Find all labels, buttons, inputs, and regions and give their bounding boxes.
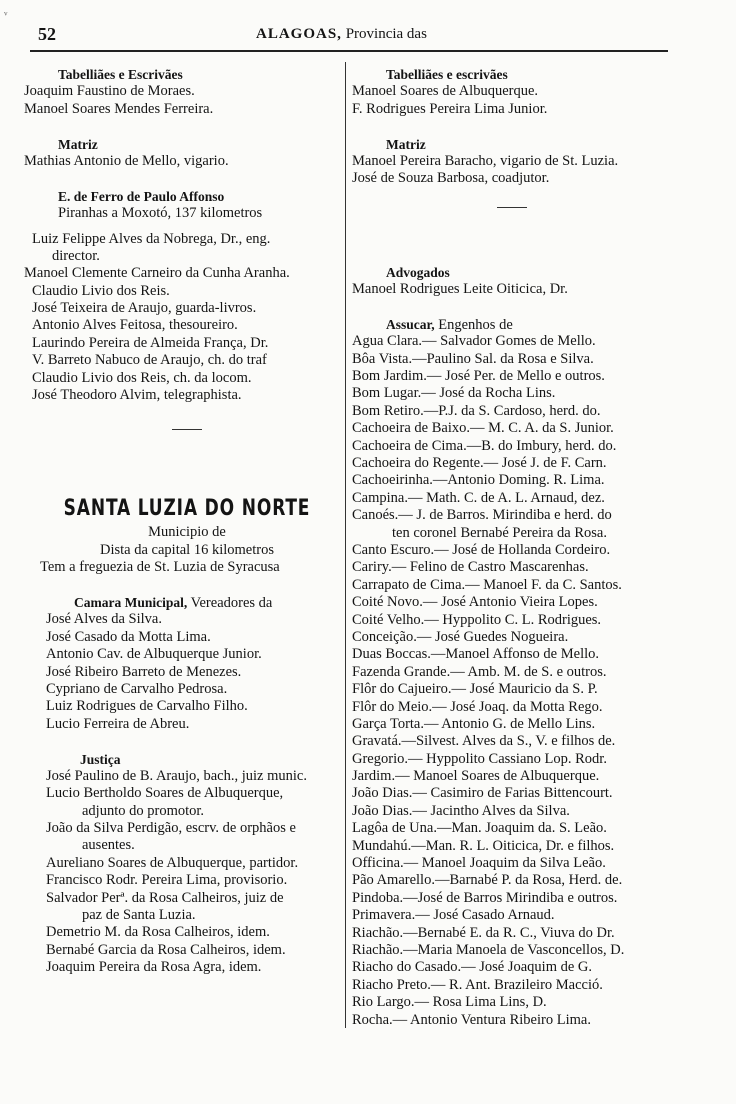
engenho-entry: Cachoeira de Baixo.— M. C. A. da S. Junior. [352, 420, 614, 437]
engenho-entry: Riacho do Casado.— José Joaquim de G. [352, 959, 593, 976]
left-column [24, 66, 350, 977]
engenho-entry: Carrapato de Cima.— Manoel F. da C. Santos. [352, 576, 622, 593]
engenho-entry: Garça Torta.— Antonio G. de Mello Lins. [352, 715, 596, 732]
entry-line: Mathias Antonio de Mello, vigario. [24, 152, 229, 169]
entry-line: Francisco Rodr. Pereira Lima, provisorio. [46, 872, 288, 889]
entry-line: ausentes. [82, 837, 135, 854]
entry-line: José Paulino de B. Araujo, bach., juiz munic. [46, 767, 307, 784]
heading-assucar: Assucar, Engenhos de [386, 316, 513, 333]
header-rule [30, 50, 668, 52]
entry-line: V. Barreto Nabuco de Araujo, ch. do traf [32, 352, 267, 369]
engenho-entry: Canoés.— J. de Barros. Mirindiba e herd. do [352, 507, 612, 524]
entry-line: Manoel Clemente Carneiro da Cunha Aranha. [24, 265, 290, 282]
engenho-entry: Cachoeirinha.—Antonio Doming. R. Lima. [352, 472, 605, 489]
running-title [256, 26, 427, 43]
entry-line: Cypriano de Carvalho Pedrosa. [46, 680, 228, 697]
engenho-entry: Jardim.— Manoel Soares de Albuquerque. [352, 768, 600, 785]
entry-line: José Casado da Motta Lima. [46, 628, 211, 645]
engenho-entry: Flôr do Cajueiro.— José Mauricio da S. P. [352, 681, 598, 698]
running-title-bold: ALAGOAS, [256, 26, 342, 42]
entry-line: Lucio Ferreira de Abreu. [46, 715, 190, 732]
entry-line: Demetrio M. da Rosa Calheiros, idem. [46, 924, 270, 941]
engenho-entry: Flôr do Meio.— José Joaq. da Motta Rego. [352, 698, 603, 715]
page-number: 52 [38, 24, 56, 44]
running-title-rest: Provincia das [345, 26, 427, 42]
heading-matriz-right: Matriz [386, 136, 426, 152]
heading-tabelliaes-right: Tabelliães e escrivães [386, 67, 508, 82]
corner-mark: ᵛ [4, 8, 8, 22]
entry-line: Luiz Felippe Alves da Nobrega, Dr., eng. [32, 230, 271, 247]
engenho-entry: Gravatá.—Silvest. Alves da S., V. e filhos de. [352, 733, 616, 750]
heading-advogados: Advogados [386, 264, 450, 280]
entry-line: José Teixeira de Araujo, guarda-livros. [32, 300, 257, 317]
engenho-entry: Canto Escuro.— José de Hollanda Cordeiro. [352, 541, 611, 558]
ferro-subheading: Piranhas a Moxotó, 137 kilometros [58, 205, 263, 222]
entry-line: Claudio Livio dos Reis. [32, 282, 170, 299]
entry-line: José Ribeiro Barreto de Menezes. [46, 663, 242, 680]
entry-line: adjunto do promotor. [82, 802, 205, 819]
engenho-entry: Bom Jardim.— José Per. de Mello e outros. [352, 368, 605, 385]
entry-line: director. [52, 247, 100, 264]
entry-line: F. Rodrigues Pereira Lima Junior. [352, 100, 548, 117]
engenho-entry: Bom Lugar.— José da Rocha Lins. [352, 385, 556, 402]
entry-line: Luiz Rodrigues de Carvalho Filho. [46, 698, 248, 715]
engenho-entry: Cachoeira de Cima.—B. do Imbury, herd. do. [352, 437, 617, 454]
engenho-entry: Primavera.— José Casado Arnaud. [352, 907, 555, 924]
engenho-entry: João Dias.— Jacintho Alves da Silva. [352, 802, 570, 819]
heading-tabelliaes: Tabelliães e Escrivães [58, 67, 183, 82]
entry-line: Manoel Soares Mendes Ferreira. [24, 100, 214, 117]
section-divider [352, 188, 672, 228]
entry-line: Claudio Livio dos Reis, ch. da locom. [32, 369, 252, 386]
section-divider [24, 404, 350, 454]
heading-justica: Justiça [80, 751, 121, 767]
section-title-santa-luzia: SANTA LUZIA DO NORTE [63, 496, 311, 522]
entry-line: Manoel Rodrigues Leite Oiticica, Dr. [352, 281, 568, 298]
engenho-entry: Rio Largo.— Rosa Lima Lins, D. [352, 994, 547, 1011]
engenho-entry: Gregorio.— Hyppolito Cassiano Lop. Rodr. [352, 750, 607, 767]
entry-line: Manoel Soares de Albuquerque. [352, 83, 539, 100]
entry-line: Lucio Bertholdo Soares de Albuquerque, [46, 785, 284, 802]
engenho-entry: Cariry.— Felino de Castro Mascarenhas. [352, 559, 589, 576]
engenho-entry: Duas Boccas.—Manoel Affonso de Mello. [352, 646, 599, 663]
engenho-entry: Officina.— Manoel Joaquim da Silva Leão. [352, 855, 606, 872]
entry-line: José Theodoro Alvim, telegraphista. [32, 387, 242, 404]
engenho-entry: Bôa Vista.—Paulino Sal. da Rosa e Silva. [352, 350, 594, 367]
entry-line: Antonio Cav. de Albuquerque Junior. [46, 646, 262, 663]
engenhos-list [352, 333, 672, 1029]
engenho-entry: Campina.— Math. C. de A. L. Arnaud, dez. [352, 489, 605, 506]
engenho-entry: Agua Clara.— Salvador Gomes de Mello. [352, 333, 596, 350]
engenho-entry: Bom Retiro.—P.J. da S. Cardoso, herd. do. [352, 402, 601, 419]
engenho-entry: Conceição.— José Guedes Nogueira. [352, 628, 569, 645]
right-column [352, 66, 672, 1029]
heading-ferro: E. de Ferro de Paulo Affonso [58, 188, 225, 204]
heading-matriz: Matriz [58, 136, 98, 152]
engenho-entry: Fazenda Grande.— Amb. M. de S. e outros. [352, 663, 607, 680]
entry-line: Salvador Perª. da Rosa Calheiros, juiz de [46, 889, 284, 906]
engenho-entry: Cachoeira do Regente.— José J. de F. Carn. [352, 455, 607, 472]
entry-line: José de Souza Barbosa, coadjutor. [352, 170, 550, 187]
engenho-entry: Mundahú.—Man. R. L. Oiticica, Dr. e filhos. [352, 837, 615, 854]
municipio-line: Municipio de [148, 524, 226, 541]
heading-camara: Camara Municipal, Vereadores da [74, 594, 273, 611]
entry-line: Joaquim Faustino de Moraes. [24, 83, 195, 100]
entry-line: José Alves da Silva. [46, 611, 162, 628]
entry-line: Aureliano Soares de Albuquerque, partidor. [46, 854, 299, 871]
engenho-entry: Lagôa de Una.—Man. Joaquim da. S. Leão. [352, 820, 607, 837]
engenho-entry: João Dias.— Casimiro de Farias Bittencourt. [352, 785, 613, 802]
engenho-entry: Pindoba.—José de Barros Mirindiba e outros. [352, 889, 618, 906]
entry-line: Manoel Pereira Baracho, vigario de St. Luzia. [352, 152, 619, 169]
entry-line: Laurindo Pereira de Almeida França, Dr. [32, 334, 269, 351]
entry-line: paz de Santa Luzia. [82, 907, 196, 924]
engenho-entry: ten coronel Bernabé Pereira da Rosa. [392, 524, 607, 541]
entry-line: Bernabé Garcia da Rosa Calheiros, idem. [46, 941, 286, 958]
distance-line: Dista da capital 16 kilometros [100, 541, 274, 558]
engenho-entry: Riacho Preto.— R. Ant. Brazileiro Macció. [352, 976, 603, 993]
entry-line: Antonio Alves Feitosa, thesoureiro. [32, 317, 238, 334]
engenho-entry: Riachão.—Bernabé E. da R. C., Viuva do Dr. [352, 924, 615, 941]
freguezia-line: Tem a freguezia de St. Luzia de Syracusa [40, 559, 280, 576]
entry-line: João da Silva Perdigão, escrv. de orphãos e [46, 820, 296, 837]
engenho-entry: Rocha.— Antonio Ventura Ribeiro Lima. [352, 1011, 591, 1028]
page-header [38, 24, 668, 48]
engenho-entry: Coité Novo.— José Antonio Vieira Lopes. [352, 594, 598, 611]
engenho-entry: Riachão.—Maria Manoela de Vasconcellos, D. [352, 941, 625, 958]
engenho-entry: Pão Amarello.—Barnabé P. da Rosa, Herd. de. [352, 872, 623, 889]
entry-line: Joaquim Pereira da Rosa Agra, idem. [46, 959, 262, 976]
engenho-entry: Coité Velho.— Hyppolito C. L. Rodrigues. [352, 611, 602, 628]
